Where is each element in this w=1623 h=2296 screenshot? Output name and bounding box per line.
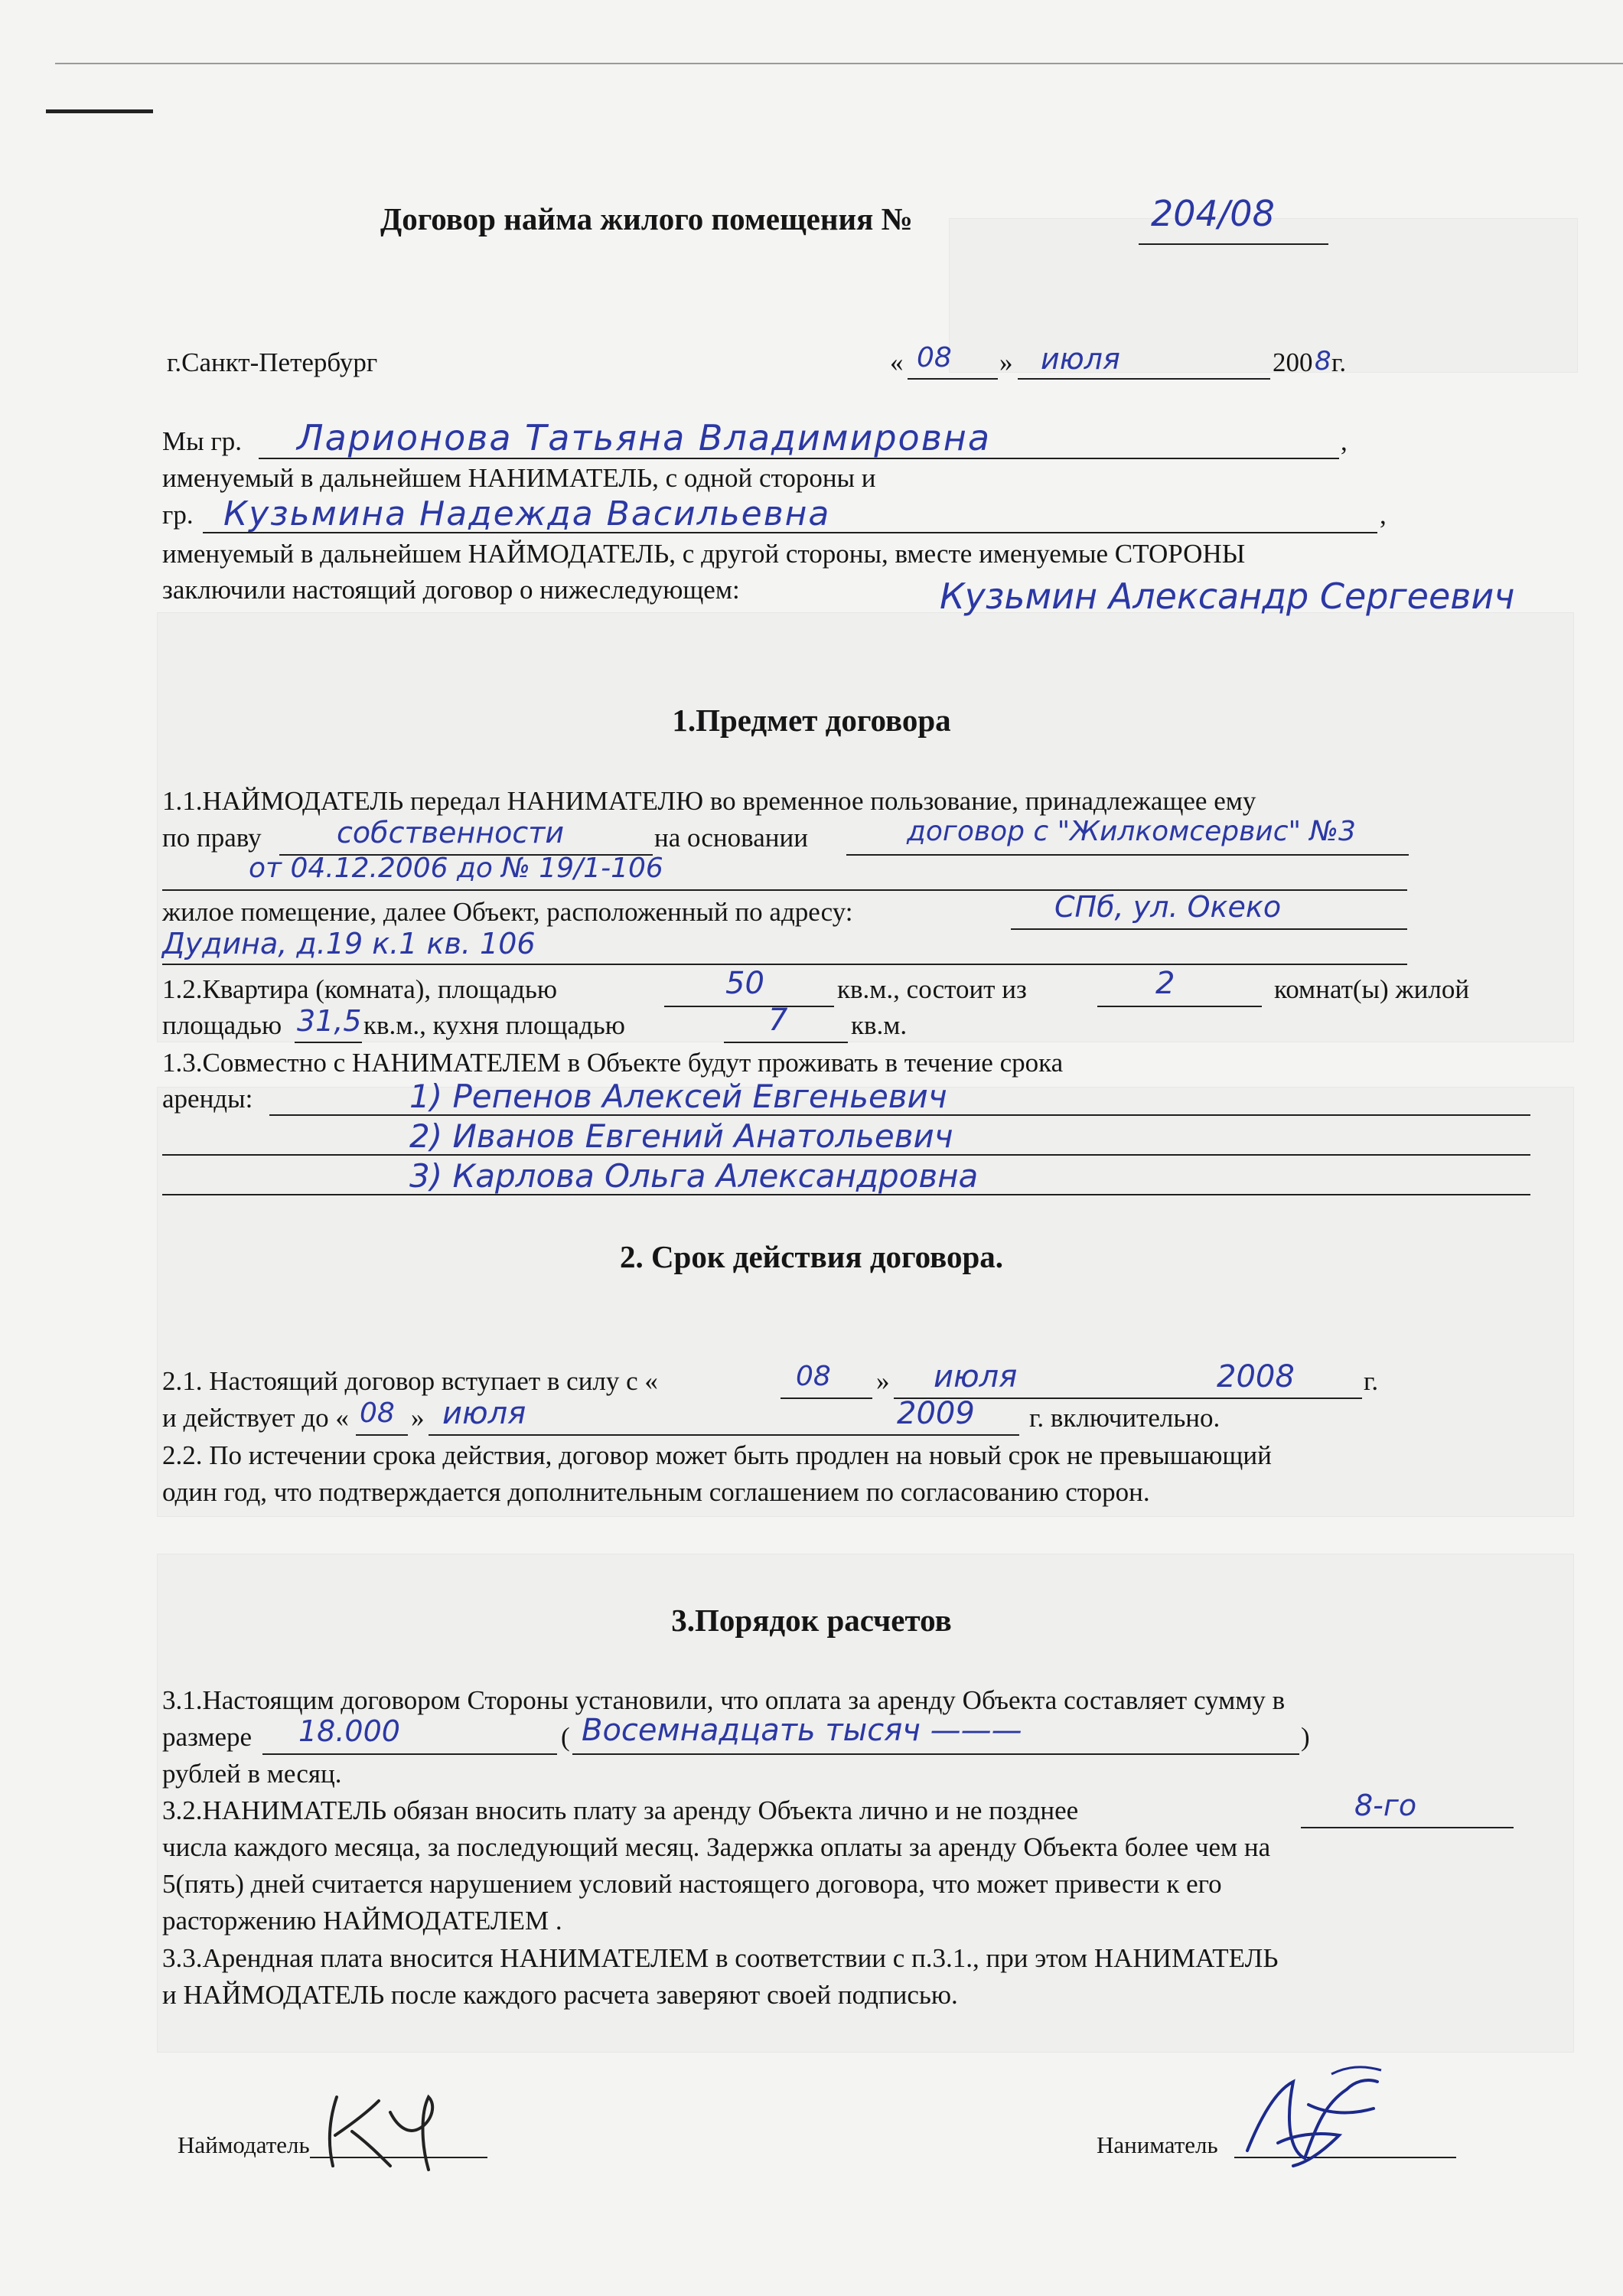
date-quote-close: » — [999, 347, 1013, 377]
resident-2: 2) Иванов Евгений Анатольевич — [409, 1117, 953, 1155]
section-2-heading: 2. Срок действия договора. — [619, 1239, 1004, 1274]
page-edge-line — [55, 63, 1623, 64]
amount-words-line — [572, 1753, 1299, 1755]
resident-3: 3) Карлова Ольга Александровна — [409, 1157, 979, 1195]
rooms-value: 2 — [1155, 966, 1175, 1001]
p3-1-line-1: 3.1.Настоящим договором Стороны установили, что оплата за аренду Объекта составляет сумму в — [162, 1685, 1286, 1715]
due-line — [1301, 1827, 1514, 1828]
basis-text-1: договор с "Жилкомсервис" №3 — [907, 816, 1356, 847]
end-month: июля — [442, 1396, 526, 1431]
p3-2-line-2: числа каждого месяца, за последующий месяц. Задержка оплаты за аренду Объекта более чем на — [162, 1832, 1271, 1862]
end-day: 08 — [360, 1397, 395, 1429]
corner-dash — [46, 109, 153, 113]
p2-1-text-a: 2.1. Настоящий договор вступает в силу с « — [162, 1366, 658, 1396]
living-area-label: площадью — [162, 1010, 282, 1040]
p1-2-text-d: кв.м., кухня площадью — [363, 1010, 625, 1040]
p1-3-text-b: аренды: — [162, 1084, 253, 1114]
landlord-name: Кузьмина Надежда Васильевна — [223, 494, 831, 533]
start-day: 08 — [796, 1361, 831, 1392]
amount: 18.000 — [298, 1714, 400, 1748]
p2-2-line-1: 2.2. По истечении срока действия, договор может быть продлен на новый срок не превышающий — [162, 1440, 1272, 1470]
p1-2-text-b: кв.м., состоит из — [837, 974, 1027, 1004]
rooms-line — [1097, 1006, 1262, 1007]
landlord-role-text: именуемый в дальнейшем НАЙМОДАТЕЛЬ, с другой стороны, вместе именуемые СТОРОНЫ — [162, 539, 1246, 569]
city: г.Санкт-Петербург — [167, 347, 378, 377]
contract-number: 204/08 — [1151, 193, 1275, 234]
p3-3-line-1: 3.3.Арендная плата вносится НАНИМАТЕЛЕМ в соответствии с п.3.1., при этом НАНИМАТЕЛЬ — [162, 1943, 1279, 1973]
p3-2-line-4: расторжению НАЙМОДАТЕЛЕМ . — [162, 1906, 562, 1936]
kitchen-area-value: 7 — [768, 1003, 788, 1038]
p1-2-text-e: кв.м. — [851, 1010, 908, 1040]
section-3-heading: 3.Порядок расчетов — [671, 1603, 952, 1638]
extra-party-name: Кузьмин Александр Сергеевич — [940, 576, 1515, 617]
p2-1-text-b: » — [876, 1366, 890, 1396]
start-year: 2008 — [1217, 1359, 1295, 1394]
living-area-line — [295, 1042, 362, 1043]
p1-2-text-a: 1.2.Квартира (комната), площадью — [162, 974, 558, 1004]
date-month: июля — [1041, 342, 1120, 376]
p3-1-rubles: рублей в месяц. — [162, 1759, 342, 1789]
tenant-name: Ларионова Татьяна Владимировна — [297, 417, 992, 458]
comma: , — [1380, 500, 1387, 530]
tenant-role-text: именуемый в дальнейшем НАНИМАТЕЛЬ, с одной стороны и — [162, 463, 876, 493]
tenant-signature-label: Наниматель — [1097, 2131, 1218, 2158]
date-month-line — [1018, 378, 1270, 380]
right-type: собственности — [337, 816, 565, 850]
date-day: 08 — [917, 342, 952, 373]
p1-3-text-a: 1.3.Совместно с НАНИМАТЕЛЕМ в Объекте будут проживать в течение срока — [162, 1048, 1064, 1078]
section-1-heading: 1.Предмет договора — [672, 703, 951, 738]
address-text-1: СПб, ул. Океко — [1054, 890, 1282, 924]
p3-2-line-3: 5(пять) дней считается нарушением условий настоящего договора, что может привести к его — [162, 1869, 1222, 1899]
end-day-line — [356, 1434, 408, 1436]
date-day-line — [908, 378, 998, 380]
end-year: 2009 — [897, 1396, 975, 1431]
amount-words: Восемнадцать тысяч ——— — [582, 1713, 1022, 1748]
p2-2-line-2: один год, что подтверждается дополнительным соглашением по согласованию сторон. — [162, 1477, 1150, 1507]
area-line — [664, 1006, 834, 1007]
paren-open: ( — [561, 1722, 570, 1752]
end-month-line — [429, 1434, 1019, 1436]
concluded-text: заключили настоящий договор о нижеследующем: — [162, 575, 740, 605]
parties-we: Мы гр. — [162, 426, 242, 456]
tenant-signature — [1232, 2059, 1400, 2181]
p3-1-size-label: размере — [162, 1722, 253, 1752]
start-day-line — [781, 1397, 872, 1399]
date-quote-open: « — [890, 347, 904, 377]
p1-2-text-c: комнат(ы) жилой — [1274, 974, 1470, 1004]
title-number-line — [1139, 243, 1328, 245]
address-line-2 — [162, 964, 1407, 965]
landlord-signature-label: Наймодатель — [178, 2131, 310, 2158]
p2-1-text-e: » — [411, 1403, 425, 1433]
date-year-digit: 8 — [1315, 346, 1331, 377]
paren-close: ) — [1301, 1722, 1310, 1752]
p2-1-text-c: г. — [1364, 1366, 1379, 1396]
document-title: Договор найма жилого помещения № — [380, 201, 913, 236]
p3-2-line-1: 3.2.НАНИМАТЕЛЬ обязан вносить плату за аренду Объекта лично и не позднее — [162, 1795, 1079, 1825]
gr-label: гр. — [162, 500, 194, 530]
due-day: 8-го — [1354, 1789, 1417, 1822]
basis-line-1 — [846, 854, 1409, 856]
address-text-2: Дудина, д.19 к.1 кв. 106 — [162, 927, 536, 960]
resident-1: 1) Репенов Алексей Евгеньевич — [409, 1078, 947, 1115]
p1-1-by-right: по праву — [162, 823, 262, 853]
living-area-value: 31,5 — [297, 1004, 362, 1038]
basis-text-2: от 04.12.2006 до № 19/1-106 — [249, 853, 663, 884]
p2-1-text-d: и действует до « — [162, 1403, 349, 1433]
kitchen-area-line — [724, 1042, 848, 1043]
date-year-suffix: г. — [1331, 347, 1347, 377]
landlord-signature — [306, 2082, 451, 2181]
comma: , — [1341, 426, 1348, 456]
start-month: июля — [934, 1359, 1018, 1394]
p1-1-line-1: 1.1.НАЙМОДАТЕЛЬ передал НАНИМАТЕЛЮ во временное пользование, принадлежащее ему — [162, 786, 1256, 816]
date-year-prefix: 200 — [1273, 347, 1313, 377]
address-line-1 — [1011, 928, 1407, 930]
amount-line — [262, 1753, 557, 1755]
address-label: жилое помещение, далее Объект, расположенный по адресу: — [162, 897, 853, 927]
p3-3-line-2: и НАЙМОДАТЕЛЬ после каждого расчета заверяют своей подписью. — [162, 1980, 958, 2010]
p2-1-text-f: г. включительно. — [1029, 1403, 1221, 1433]
area-value: 50 — [725, 966, 764, 1001]
basis-label: на основании — [654, 823, 808, 853]
